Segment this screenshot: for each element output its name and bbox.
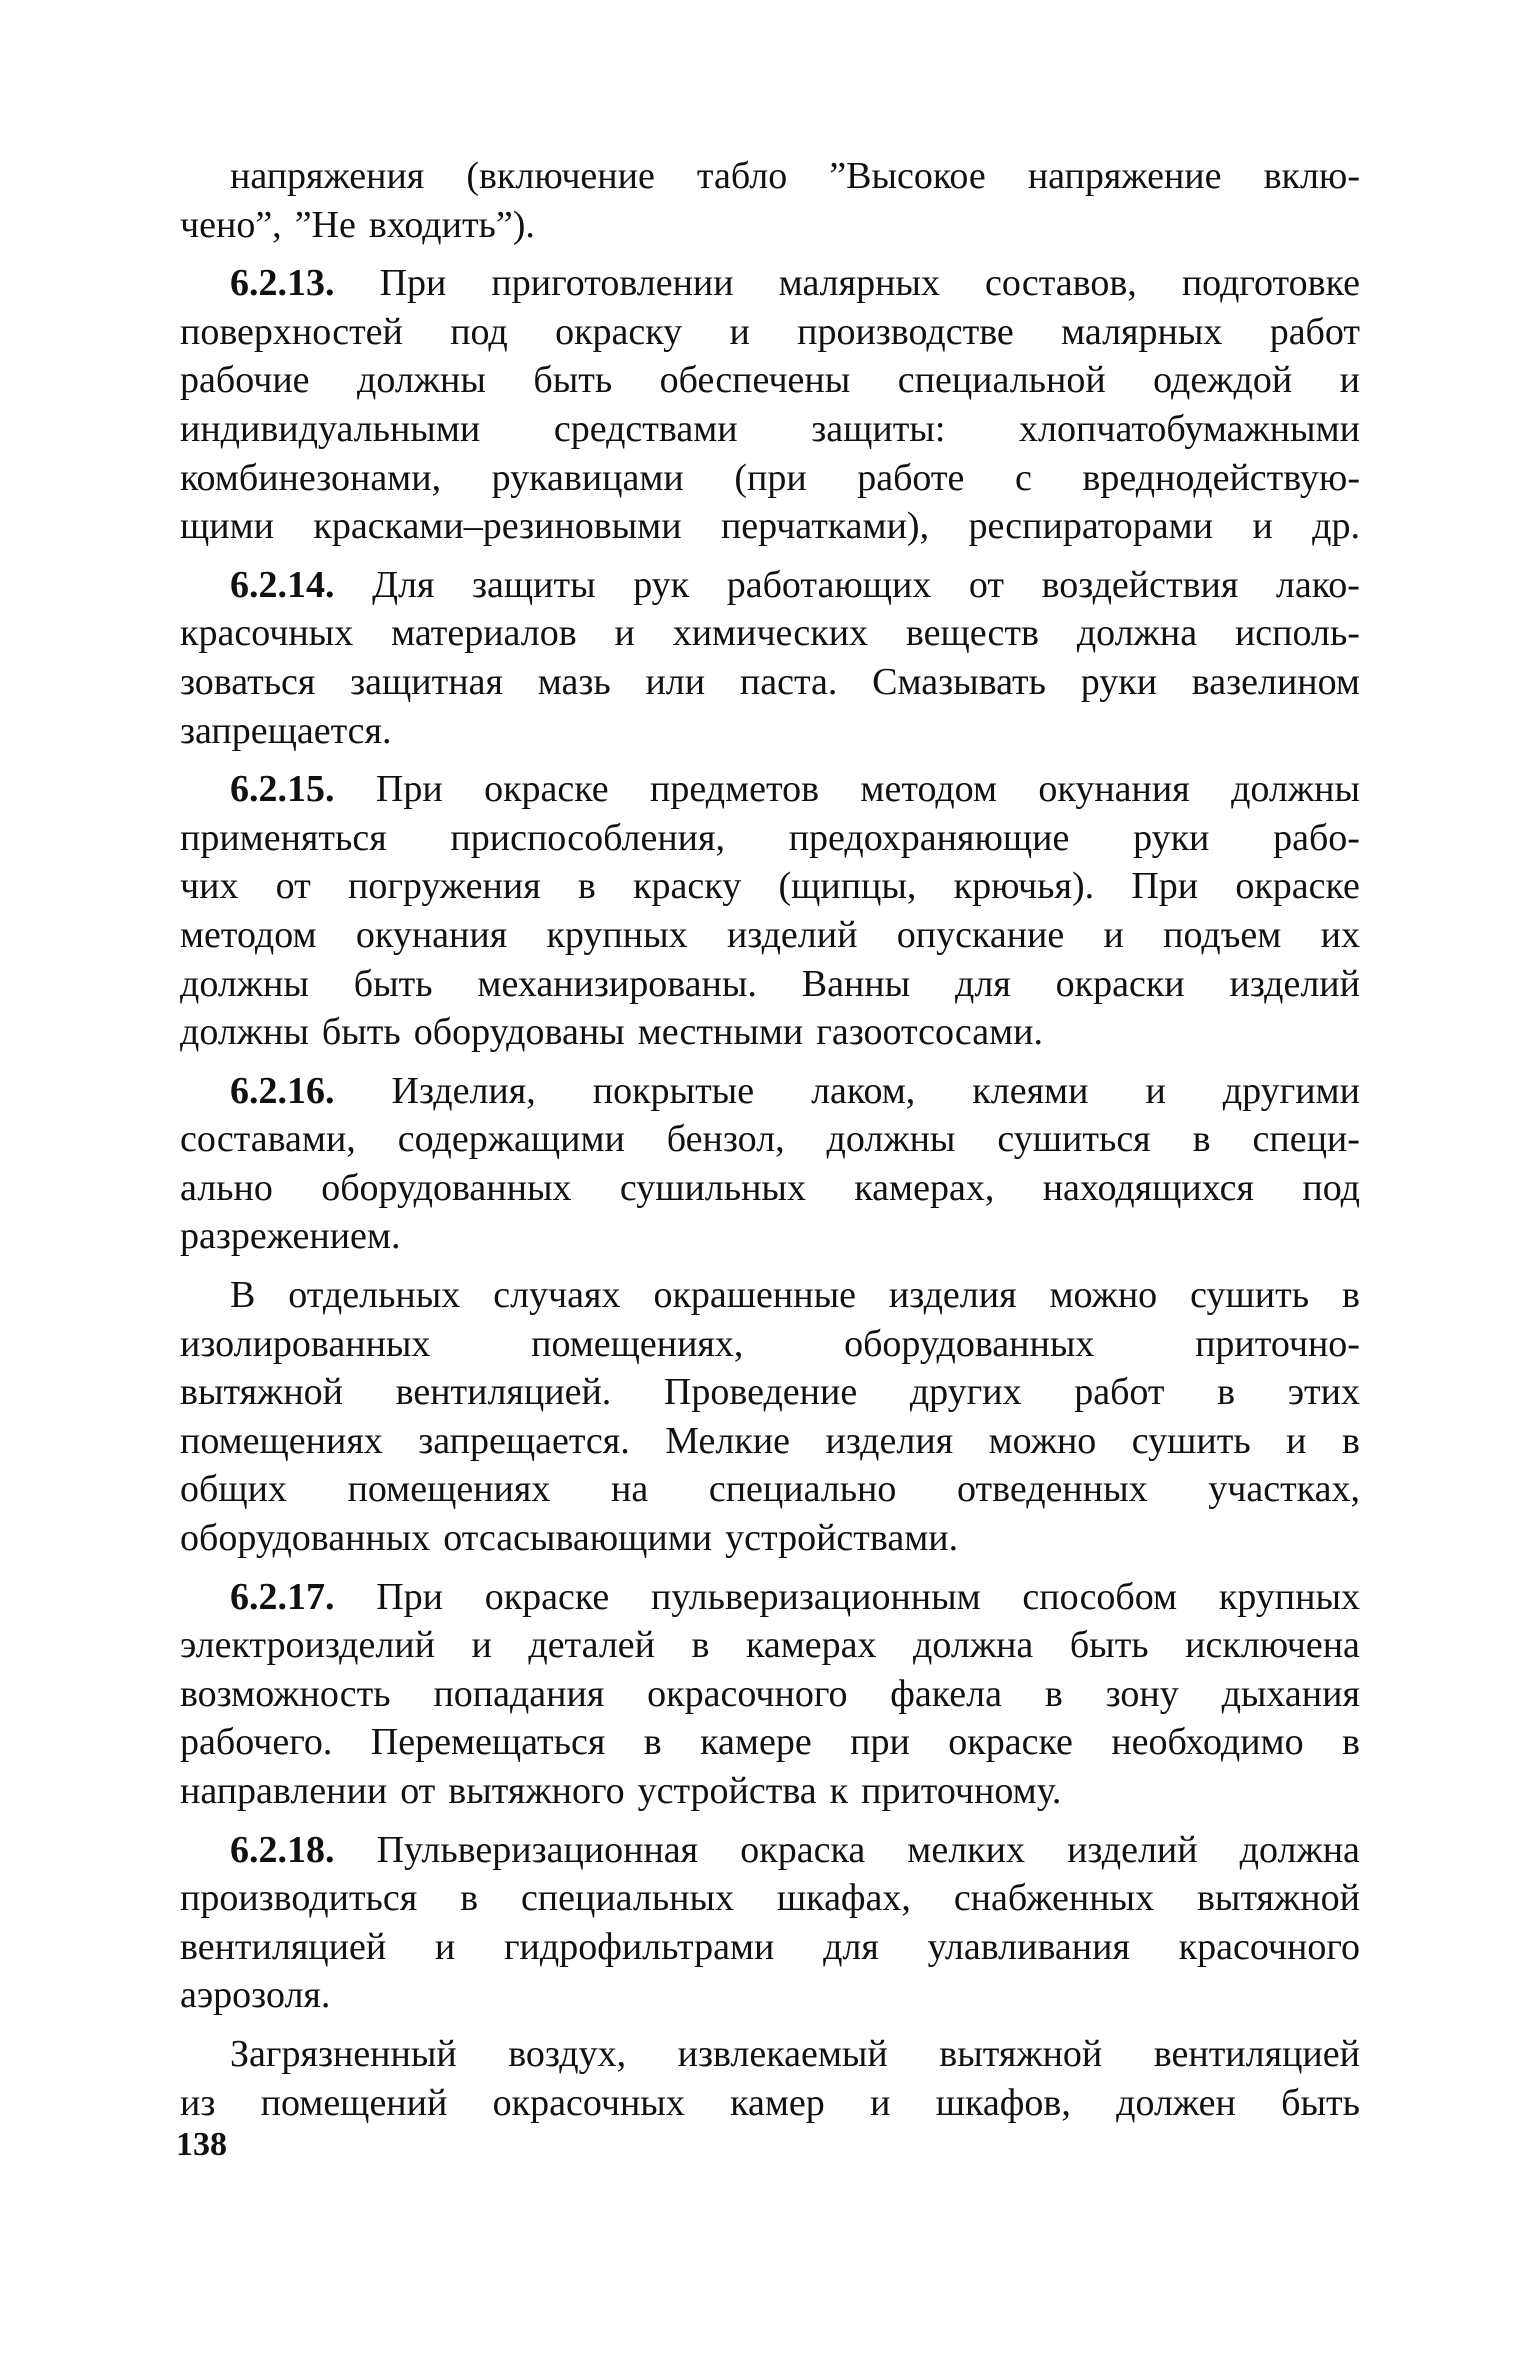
word: помещениях,	[531, 1322, 744, 1365]
word: содержащими	[397, 1118, 625, 1161]
word: отведенных	[957, 1468, 1148, 1511]
word: попадания	[433, 1672, 605, 1715]
word: должны	[180, 962, 309, 1005]
word: вклю-	[1263, 155, 1360, 197]
word: рабо-	[1273, 816, 1360, 859]
text-line	[180, 609, 1360, 658]
word: рук	[633, 563, 690, 606]
word: отсасывающими	[443, 1517, 713, 1560]
word: напряжения	[230, 155, 425, 197]
word: запрещается.	[418, 1419, 630, 1462]
word: окраске	[484, 768, 609, 811]
word: в	[1342, 1721, 1360, 1764]
word: изделий	[1229, 962, 1360, 1005]
word: крупных	[546, 913, 688, 956]
word: окунания	[355, 913, 508, 956]
word: вытяжного	[448, 1770, 625, 1812]
paragraph-p-6-2-16	[180, 1067, 1360, 1261]
text-line	[180, 765, 1360, 814]
word: от	[968, 563, 1005, 606]
text-line	[180, 1271, 1360, 1320]
word: приточному.	[861, 1770, 1062, 1812]
word: зону	[1105, 1672, 1179, 1715]
paragraph-p-6-2-16b	[180, 1271, 1360, 1563]
word: изделия	[888, 1274, 1017, 1317]
word: окраску	[555, 310, 683, 353]
text-line	[180, 152, 1360, 201]
word: работающих	[726, 563, 932, 606]
word: можно	[1049, 1274, 1158, 1317]
word: возможность	[180, 1672, 391, 1715]
text-line	[180, 201, 1360, 250]
word: опускание	[896, 913, 1065, 956]
text-line	[180, 1164, 1360, 1213]
word: изделия	[825, 1419, 954, 1462]
word: помещений	[260, 2081, 448, 2124]
word: подъем	[1163, 913, 1282, 956]
text-line	[180, 1874, 1360, 1923]
word: из	[180, 2081, 216, 2124]
word: помещениях	[347, 1468, 551, 1511]
word: быть	[353, 962, 433, 1005]
word: и	[1286, 1419, 1307, 1462]
word: камере	[700, 1721, 812, 1764]
word: При	[1131, 865, 1199, 908]
text-line	[180, 1971, 1360, 2020]
word: методом	[180, 913, 317, 956]
word: воздействия	[1041, 563, 1239, 606]
paragraph-p-6-2-13	[180, 259, 1360, 551]
word: должны	[1231, 768, 1360, 811]
word: (включение	[466, 155, 655, 197]
word: участках,	[1208, 1468, 1360, 1511]
section-number: 6.2.13.	[230, 262, 335, 305]
word: устройства	[637, 1770, 817, 1812]
word: быть	[533, 359, 613, 402]
word: респираторами	[968, 505, 1214, 548]
text-line	[180, 308, 1360, 357]
word: с	[1014, 456, 1032, 499]
word: должна	[1076, 612, 1198, 655]
word: работе	[857, 456, 965, 499]
word: защиты:	[811, 407, 946, 450]
text-line	[180, 658, 1360, 707]
word: шкафах,	[776, 1877, 911, 1920]
word: малярных	[778, 262, 940, 305]
word: защиты	[472, 563, 596, 606]
text-line	[180, 911, 1360, 960]
word: Смазывать	[872, 660, 1046, 703]
word: факела	[890, 1672, 1002, 1715]
word: специальной	[897, 359, 1106, 402]
text-line	[180, 1067, 1360, 1116]
word: механизированы.	[477, 962, 757, 1005]
word: защитная	[350, 660, 503, 703]
word: Мелкие	[665, 1419, 791, 1462]
word: оборудованных	[321, 1166, 572, 1209]
word: сушильных	[619, 1166, 806, 1209]
word: погружения	[348, 865, 541, 908]
word: др.	[1312, 505, 1360, 548]
word: окраска	[740, 1828, 866, 1871]
word: щими	[180, 505, 274, 548]
word: Изделия,	[391, 1069, 536, 1112]
word: исполь-	[1234, 612, 1360, 655]
word: клеями	[972, 1069, 1089, 1112]
word: этих	[1287, 1371, 1360, 1414]
word: окраске	[948, 1721, 1073, 1764]
word: сушить	[1190, 1274, 1310, 1317]
word: разрежением.	[180, 1215, 401, 1258]
word: бензол,	[666, 1118, 785, 1161]
word: крючья).	[953, 865, 1095, 908]
word: быть	[321, 1011, 401, 1054]
word: должна	[913, 1624, 1034, 1667]
text-line	[180, 2030, 1360, 2079]
text-line	[180, 1767, 1360, 1816]
text-line	[180, 1826, 1360, 1875]
word: улавливания	[927, 1925, 1130, 1968]
word: руки	[1133, 816, 1210, 859]
word: приспособления,	[450, 816, 725, 859]
word: покрытые	[592, 1069, 755, 1112]
word: вентиляцией	[180, 1925, 387, 1968]
word: (щипцы,	[778, 865, 917, 908]
word: входить”).	[368, 203, 535, 246]
word: ”Высокое	[829, 155, 986, 197]
text-line	[180, 1670, 1360, 1719]
word: химических	[672, 612, 869, 655]
word: вреднодействую-	[1082, 456, 1360, 499]
word: окрашенные	[653, 1274, 856, 1317]
word: При	[375, 768, 443, 811]
section-number: 6.2.16.	[230, 1069, 335, 1112]
word: должен	[1116, 2081, 1236, 2124]
word: одеждой	[1153, 359, 1293, 402]
word: лаком,	[811, 1069, 916, 1112]
word: от	[400, 1770, 436, 1812]
text-line	[180, 259, 1360, 308]
text-line	[180, 707, 1360, 756]
word: Загрязненный	[230, 2032, 457, 2075]
word: оборудованных	[180, 1517, 431, 1560]
word: подготовке	[1181, 262, 1360, 305]
word: их	[1320, 913, 1360, 956]
word: электроизделий	[180, 1624, 435, 1667]
word: гидрофильтрами	[503, 1925, 775, 1968]
word: других	[909, 1371, 1022, 1414]
word: окраске	[484, 1575, 610, 1618]
word: газоотсосами.	[816, 1011, 1043, 1054]
word: красочного	[1178, 1925, 1360, 1968]
page-number: 138	[176, 2126, 227, 2163]
word: под	[1302, 1166, 1360, 1209]
text-line	[180, 1514, 1360, 1563]
word: на	[611, 1468, 649, 1511]
word: паста.	[739, 660, 838, 703]
word: в	[1217, 1371, 1236, 1414]
word: составов,	[985, 262, 1137, 305]
word: и	[1103, 913, 1124, 956]
word: шкафов,	[935, 2081, 1071, 2124]
word: веществ	[905, 612, 1039, 655]
word: рабочего.	[180, 1721, 333, 1764]
paragraph-cont	[180, 152, 1360, 249]
text-line	[180, 862, 1360, 911]
word: обеспечены	[659, 359, 851, 402]
word: камерах	[745, 1624, 877, 1667]
word: перчатками),	[720, 505, 930, 548]
text-line	[180, 1417, 1360, 1466]
word: другими	[1222, 1069, 1360, 1112]
section-number: 6.2.18.	[230, 1828, 335, 1871]
text-line	[180, 1923, 1360, 1972]
word: специ-	[1252, 1118, 1360, 1161]
word: при	[850, 1721, 910, 1764]
word: ”Не	[294, 203, 356, 246]
word: находящихся	[1042, 1166, 1255, 1209]
word: средствами	[553, 407, 738, 450]
word: изделий	[1067, 1828, 1198, 1871]
word: воздух,	[508, 2032, 627, 2075]
word: поверхностей	[180, 310, 403, 353]
word: аэрозоля.	[180, 1974, 331, 2017]
word: помещениях	[180, 1419, 383, 1462]
word: (при	[734, 456, 807, 499]
word: красочных	[180, 612, 354, 655]
word: предохраняющие	[788, 816, 1070, 859]
word: для	[823, 1925, 879, 1968]
word: Проведение	[663, 1371, 858, 1414]
word: в	[691, 1624, 710, 1667]
word: в	[1192, 1118, 1211, 1161]
text-line	[180, 1212, 1360, 1261]
word: мазь	[537, 660, 611, 703]
word: При	[379, 262, 447, 305]
word: должны	[357, 359, 486, 402]
word: от	[275, 865, 311, 908]
word: производстве	[797, 310, 1014, 353]
word: рабочие	[180, 359, 310, 402]
word: материалов	[391, 612, 577, 655]
word: индивидуальными	[180, 407, 481, 450]
word: окрасочного	[647, 1672, 848, 1715]
word: сушиться	[997, 1118, 1151, 1161]
word: чих	[180, 865, 239, 908]
paragraph-p-6-2-14	[180, 561, 1360, 755]
word: в	[577, 865, 596, 908]
word: руки	[1080, 660, 1158, 703]
text-line	[180, 502, 1360, 551]
word: под	[450, 310, 508, 353]
word: случаях	[493, 1274, 621, 1317]
word: изделий	[726, 913, 858, 956]
word: вытяжной	[1196, 1877, 1360, 1920]
word: Перемещаться	[370, 1721, 606, 1764]
section-number: 6.2.14.	[230, 563, 335, 606]
word: производиться	[180, 1877, 418, 1920]
word: должны	[180, 1011, 309, 1054]
word: методом	[860, 768, 998, 811]
text-line	[180, 561, 1360, 610]
word: деталей	[528, 1624, 655, 1667]
word: местными	[637, 1011, 804, 1054]
text-line	[180, 1320, 1360, 1369]
word: оборудованных	[844, 1322, 1095, 1365]
word: чено”,	[180, 203, 282, 246]
text-line	[180, 960, 1360, 1009]
word: исключена	[1185, 1624, 1360, 1667]
word: и	[1339, 359, 1360, 402]
word: снабженных	[953, 1877, 1155, 1920]
text-line	[180, 1008, 1360, 1057]
document-page	[180, 152, 1360, 2137]
word: должна	[1239, 1828, 1360, 1871]
word: работ	[1269, 310, 1360, 353]
word: применяться	[180, 816, 387, 859]
word: извлекаемый	[677, 2032, 888, 2075]
word: окрасочных	[492, 2081, 685, 2124]
text-line	[180, 1368, 1360, 1417]
word: оборудованы	[413, 1011, 625, 1054]
text-line	[180, 1621, 1360, 1670]
word: к	[829, 1770, 849, 1812]
word: отдельных	[288, 1274, 461, 1317]
word: устройствами.	[725, 1517, 959, 1560]
word: способом	[1022, 1575, 1178, 1618]
paragraph-p-6-2-18	[180, 1826, 1360, 2020]
word: вытяжной	[180, 1371, 343, 1414]
text-line	[180, 1718, 1360, 1767]
word: окраски	[1055, 962, 1185, 1005]
word: приготовлении	[491, 262, 734, 305]
word: окунания	[1038, 768, 1190, 811]
word: хлопчатобумажными	[1019, 407, 1360, 450]
text-line	[180, 454, 1360, 503]
section-number: 6.2.17.	[230, 1575, 335, 1618]
word: и	[1145, 1069, 1166, 1112]
word: ально	[180, 1166, 273, 1209]
word: можно	[988, 1419, 1097, 1462]
text-line	[180, 1115, 1360, 1164]
word: окраске	[1235, 865, 1360, 908]
word: и	[434, 1925, 456, 1968]
word: вентиляцией.	[395, 1371, 612, 1414]
word: специально	[708, 1468, 897, 1511]
word: напряжение	[1027, 155, 1222, 197]
word: необходимо	[1111, 1721, 1304, 1764]
word: вазелином	[1191, 660, 1360, 703]
text-line	[180, 814, 1360, 863]
word: комбинезонами,	[180, 456, 442, 499]
word: камер	[730, 2081, 825, 2124]
word: вентиляцией	[1153, 2032, 1360, 2075]
text-line	[180, 356, 1360, 405]
text-line	[180, 2079, 1360, 2128]
word: изолированных	[180, 1322, 431, 1365]
text-line	[180, 1573, 1360, 1622]
word: Для	[372, 563, 435, 606]
word: пульверизационным	[651, 1575, 981, 1618]
word: должны	[826, 1118, 956, 1161]
word: в	[1341, 1274, 1360, 1317]
word: камерах,	[854, 1166, 995, 1209]
document-body	[180, 152, 1360, 2127]
word: и	[729, 310, 750, 353]
word: лако-	[1275, 563, 1360, 606]
word: в	[460, 1877, 479, 1920]
section-number: 6.2.15.	[230, 768, 335, 811]
word: общих	[180, 1468, 287, 1511]
word: При	[376, 1575, 443, 1618]
word: и	[870, 2081, 891, 2124]
word: предметов	[650, 768, 820, 811]
paragraph-p-6-2-17	[180, 1573, 1360, 1816]
word: в	[1044, 1672, 1063, 1715]
word: и	[1252, 505, 1273, 548]
word: работ	[1074, 1371, 1165, 1414]
word: и	[614, 612, 635, 655]
word: специальных	[520, 1877, 735, 1920]
word: запрещается.	[180, 709, 392, 752]
word: дыхания	[1221, 1672, 1360, 1715]
text-line	[180, 405, 1360, 454]
word: в	[643, 1721, 662, 1764]
word: вытяжной	[939, 2032, 1103, 2075]
word: для	[955, 962, 1011, 1005]
text-line	[180, 1465, 1360, 1514]
word: быть	[1281, 2081, 1360, 2124]
word: крупных	[1218, 1575, 1360, 1618]
word: красками–резиновыми	[313, 505, 682, 548]
paragraph-p-6-2-15	[180, 765, 1360, 1057]
word: краску	[633, 865, 742, 908]
word: в	[1341, 1419, 1360, 1462]
word: составами,	[180, 1118, 356, 1161]
word: Ванны	[801, 962, 911, 1005]
word: и	[471, 1624, 492, 1667]
word: или	[645, 660, 706, 703]
word: рукавицами	[491, 456, 684, 499]
word: мелких	[907, 1828, 1025, 1871]
word: приточно-	[1195, 1322, 1360, 1365]
paragraph-p-6-2-18b	[180, 2030, 1360, 2127]
word: зоваться	[180, 660, 316, 703]
word: малярных	[1061, 310, 1223, 353]
word: направлении	[180, 1770, 388, 1812]
word: быть	[1069, 1624, 1149, 1667]
word: табло	[696, 155, 788, 197]
word: Пульверизационная	[376, 1828, 699, 1871]
word: В	[230, 1274, 256, 1317]
word: сушить	[1131, 1419, 1251, 1462]
